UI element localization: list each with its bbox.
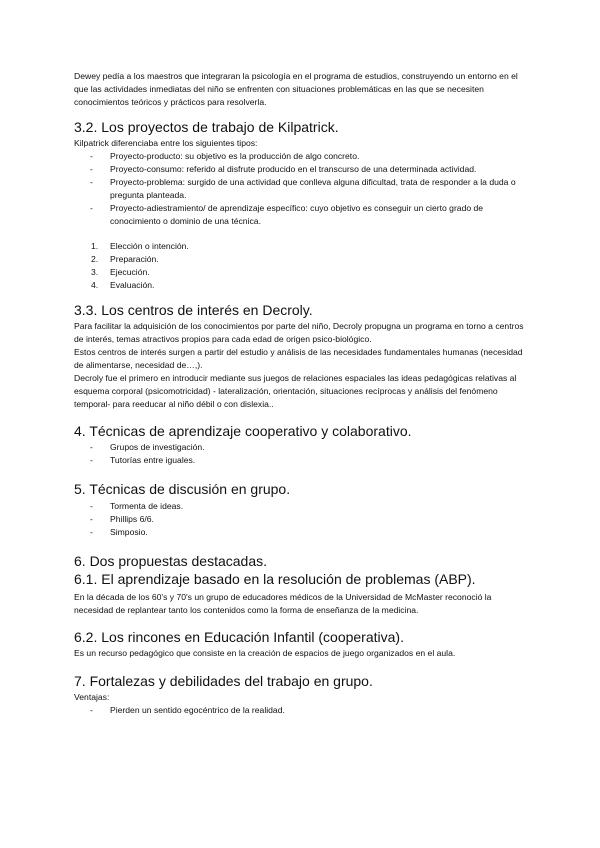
abp-paragraph: En la década de los 60's y 70's un grupo de educadores médicos de la Universidad de McMaster reconoció la necesidad de replantear tanto los contenidos como la forma de enseñanza de la medicina.	[74, 592, 492, 615]
numbered-step	[74, 266, 526, 279]
list-item: - Phillips 6/6.	[74, 513, 526, 526]
heading-decroly: 3.3. Los centros de interés en Decroly.	[74, 302, 313, 318]
decroly-paragraph-2: Estos centros de interés surgen a partir del estudio y análisis de las necesidades fundamentales humanas (necesidad de alimentarse, necesidad de…,).	[74, 347, 523, 370]
kilpatrick-types-list	[74, 150, 526, 228]
heading-cooperativo: 4. Técnicas de aprendizaje cooperativo y colaborativo.	[74, 423, 412, 439]
heading-abp: 6.1. El aprendizaje basado en la resolución de problemas (ABP).	[74, 571, 476, 587]
decroly-paragraph-3: Decroly fue el primero en introducir mediante sus juegos de relaciones espaciales las ideas pedagógicas relativas al esquema corporal (psicomotricidad) - lateralización, orientación, situaciones recíprocas y análisis del fenómeno temporal- para reeducar al niño débil o con dislexia..	[74, 373, 517, 409]
numbered-step	[74, 240, 526, 253]
list-item: - Proyecto-consumo: referido al disfrute producido en el transcurso de una determinada actividad.	[74, 163, 526, 176]
decroly-paragraph-1: Para facilitar la adquisición de los conocimientos por parte del niño, Decroly propugna un programa en torno a centros de interés, temas atractivos propios para cada edad de origen psico-biológico.	[74, 321, 524, 344]
heading-propuestas: 6. Dos propuestas destacadas.	[74, 553, 268, 569]
list-item: - Proyecto-producto: su objetivo es la producción de algo concreto.	[74, 150, 526, 163]
list-item: - Tormenta de ideas.	[74, 500, 526, 513]
heading-kilpatrick: 3.2. Los proyectos de trabajo de Kilpatrick.	[74, 119, 339, 135]
cooperativo-list	[74, 441, 526, 467]
list-item: - Pierden un sentido egocéntrico de la realidad.	[74, 704, 526, 717]
list-item: - Grupos de investigación.	[74, 441, 526, 454]
ventajas-label: Ventajas:	[74, 692, 110, 702]
list-item: - Simposio.	[74, 526, 526, 539]
intro-paragraph: Dewey pedía a los maestros que integraran la psicología en el programa de estudios, construyendo un entorno en el que las actividades inmediatas del niño se enfrenten con situaciones problemáticas en las que se necesiten conocimientos teóricos y prácticos para resolverla.	[74, 71, 518, 107]
list-item: - Tutorías entre iguales.	[74, 454, 526, 467]
list-item: - Proyecto-adiestramiento/ de aprendizaje específico: cuyo objetivo es conseguir un cierto grado de conocimiento o dominio de una técnica.	[74, 202, 526, 228]
step-text: Ejecución.	[110, 267, 150, 277]
numbered-step	[74, 279, 526, 292]
step-number: 1.	[91, 241, 99, 251]
step-text: Elección o intención.	[110, 241, 189, 251]
step-text: Preparación.	[110, 254, 159, 264]
step-number: 2.	[91, 254, 99, 264]
heading-discusion: 5. Técnicas de discusión en grupo.	[74, 481, 291, 497]
ventajas-list	[74, 704, 526, 717]
document-page	[74, 70, 526, 717]
kilpatrick-lead: Kilpatrick diferenciaba entre los siguientes tipos:	[74, 138, 258, 148]
list-item: - Proyecto-problema: surgido de una actividad que conlleva alguna dificultad, trata de responder a la duda o pregunta planteada.	[74, 176, 526, 202]
numbered-step	[74, 253, 526, 266]
kilpatrick-steps-list	[74, 240, 526, 292]
discusion-list	[74, 500, 526, 539]
rincones-paragraph: Es un recurso pedagógico que consiste en la creación de espacios de juego organizados en el aula.	[74, 648, 456, 658]
step-number: 3.	[91, 267, 99, 277]
heading-rincones: 6.2. Los rincones en Educación Infantil (cooperativa).	[74, 629, 404, 645]
step-number: 4.	[91, 280, 99, 290]
step-text: Evaluación.	[110, 280, 155, 290]
heading-fortalezas: 7. Fortalezas y debilidades del trabajo en grupo.	[74, 673, 373, 689]
